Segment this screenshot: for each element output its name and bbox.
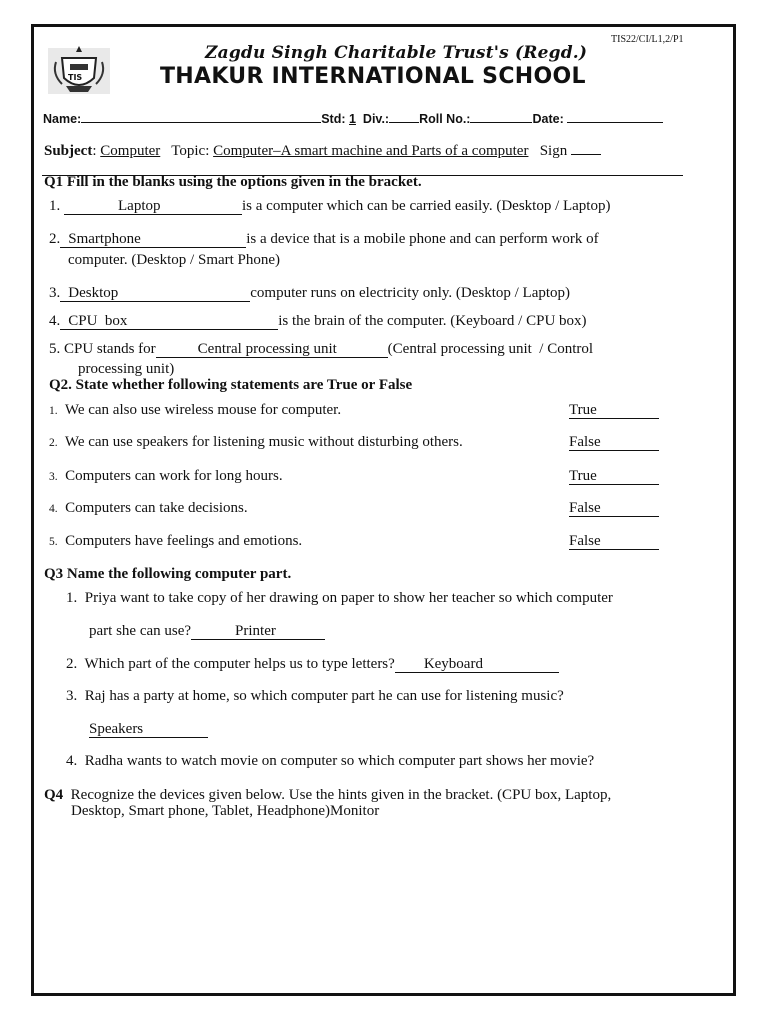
q2-item-4-answer[interactable]: False	[569, 500, 659, 517]
q1-item-5-number: 5.	[49, 341, 61, 357]
q3-item-4-text: Radha wants to watch movie on computer so which computer part shows her movie?	[84, 753, 595, 769]
roll-blank[interactable]	[470, 110, 532, 123]
q1-item-1-answer[interactable]: Laptop	[64, 199, 242, 215]
q1-item-5-text: (Central processing unit / Control	[387, 341, 594, 357]
q3-item-2-answer[interactable]: Keyboard	[395, 657, 559, 673]
q4-label: Q4	[44, 787, 64, 803]
q3-item-2-number: 2.	[66, 656, 78, 672]
q3-item-3-text: Raj has a party at home, so which computer part he can use for listening music?	[84, 688, 564, 704]
q2-item-1-number: 1.	[49, 405, 58, 417]
q2-item-1	[49, 402, 341, 419]
q3-item-3-answer[interactable]: Speakers	[89, 721, 208, 738]
document-code: TIS22/CI/L1,2/P1	[611, 34, 684, 45]
q1-item-4-number: 4.	[49, 313, 61, 329]
q1-item-3-text: computer runs on electricity only. (Desktop / Laptop)	[250, 285, 571, 301]
q3-heading: Q3 Name the following computer part.	[44, 566, 292, 582]
q1-item-2-text: is a device that is a mobile phone and can perform work of	[246, 231, 599, 247]
q3-item-1-text2: part she can use?	[89, 623, 192, 639]
q4-text: Recognize the devices given below. Use the hints given in the bracket. (CPU box, Laptop,	[70, 787, 612, 803]
q1-item-3-answer[interactable]: Desktop	[60, 286, 250, 302]
div-label: Div.:	[362, 112, 390, 126]
q1-item-1	[49, 198, 610, 215]
school-logo	[48, 44, 110, 94]
q3-item-2	[66, 656, 559, 673]
q3-item-1-number: 1.	[66, 590, 78, 606]
q4-text-cont: Desktop, Smart phone, Tablet, Headphone)Monitor	[71, 803, 380, 819]
q3-item-4-number: 4.	[66, 753, 78, 769]
q3-item-2-text: Which part of the computer helps us to type letters?	[84, 656, 395, 672]
q2-item-3-number: 3.	[49, 471, 58, 483]
logo-text: TIS	[68, 73, 83, 82]
school-name: THAKUR INTERNATIONAL SCHOOL	[160, 64, 586, 89]
q3-item-1-answer[interactable]: Printer	[191, 624, 325, 640]
roll-label: Roll No.:	[419, 112, 471, 126]
q2-item-2	[49, 434, 463, 451]
q3-item-1	[66, 590, 613, 607]
sign-blank[interactable]	[571, 142, 601, 155]
q1-item-5-answer[interactable]: Central processing unit	[156, 342, 388, 358]
date-label: Date:	[532, 112, 564, 126]
q1-item-1-number: 1.	[49, 198, 61, 214]
date-blank[interactable]	[567, 110, 663, 123]
q3-item-1-cont	[89, 623, 325, 640]
topic-value: Computer–A smart machine and Parts of a computer	[213, 143, 529, 159]
q2-item-1-text: We can also use wireless mouse for computer.	[64, 402, 342, 418]
q2-item-1-answer[interactable]: True	[569, 402, 659, 419]
div-blank[interactable]	[389, 110, 419, 123]
q4-line	[44, 787, 611, 804]
q3-item-4	[66, 753, 594, 770]
q1-item-5-cont: processing unit)	[78, 361, 175, 377]
q3-item-1-text: Priya want to take copy of her drawing on paper to show her teacher so which computer	[84, 590, 613, 606]
subject-value: Computer	[100, 143, 161, 159]
q1-item-4-answer[interactable]: CPU box	[60, 314, 278, 330]
q1-item-5-prefix: CPU stands for	[64, 341, 156, 357]
subject-line: Subject: Computer Topic: Computer–A smart machine and Parts of a computer Sign	[44, 142, 601, 160]
sign-label: Sign	[539, 143, 568, 159]
q1-item-4-text: is the brain of the computer. (Keyboard / CPU box)	[278, 313, 587, 329]
q2-item-3	[49, 468, 283, 485]
q2-item-2-number: 2.	[49, 437, 58, 449]
std-label: Std:	[321, 112, 346, 126]
q2-heading: Q2. State whether following statements are True or False	[49, 377, 413, 393]
q2-item-5-answer[interactable]: False	[569, 533, 659, 550]
q2-item-4	[49, 500, 248, 517]
q2-item-5	[49, 533, 302, 550]
q1-heading: Q1 Fill in the blanks using the options given in the bracket.	[44, 174, 422, 190]
q1-item-3-number: 3.	[49, 285, 61, 301]
q2-item-4-number: 4.	[49, 503, 58, 515]
q1-item-2-number: 2.	[49, 231, 61, 247]
q1-item-1-text: is a computer which can be carried easily. (Desktop / Laptop)	[242, 198, 611, 214]
q2-item-2-text: We can use speakers for listening music without disturbing others.	[64, 434, 463, 450]
std-value: 1	[349, 112, 356, 126]
name-blank[interactable]	[81, 110, 321, 123]
q3-item-3	[66, 688, 564, 705]
topic-label: Topic:	[171, 143, 210, 159]
q3-item-3-number: 3.	[66, 688, 78, 704]
q2-item-3-text: Computers can work for long hours.	[65, 468, 283, 484]
q1-item-2	[49, 231, 599, 248]
q1-item-2-answer[interactable]: Smartphone	[60, 232, 246, 248]
name-label: Name:	[43, 112, 82, 126]
trust-name: Zagdu Singh Charitable Trust's (Regd.)	[205, 43, 588, 63]
q1-item-5	[49, 341, 593, 358]
subject-label: Subject	[44, 143, 93, 159]
info-line	[43, 110, 663, 126]
q1-item-3	[49, 285, 570, 302]
q2-item-5-number: 5.	[49, 536, 58, 548]
q2-item-4-text: Computers can take decisions.	[65, 500, 248, 516]
q2-item-3-answer[interactable]: True	[569, 468, 659, 485]
q2-item-2-answer[interactable]: False	[569, 434, 659, 451]
q2-item-5-text: Computers have feelings and emotions.	[65, 533, 303, 549]
q1-item-4	[49, 313, 587, 330]
q1-item-2-cont: computer. (Desktop / Smart Phone)	[68, 252, 281, 268]
